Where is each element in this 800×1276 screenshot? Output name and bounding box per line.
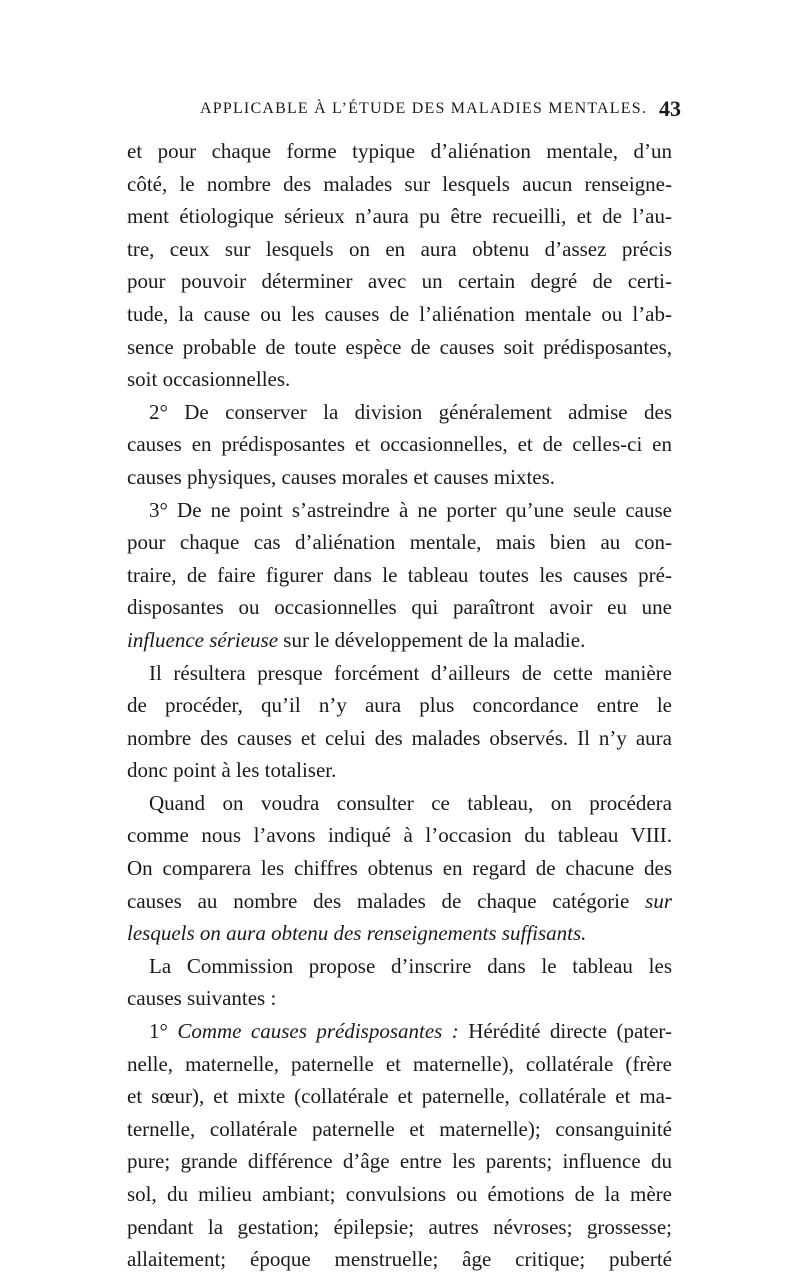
body-text [127, 135, 672, 1276]
page-number: 43 [659, 96, 681, 121]
text-line: causes physiques, causes morales et causes mixtes. [127, 464, 556, 489]
text-line: causes en prédisposantes et occasionnelles, et de celles-ci en [127, 432, 672, 457]
text-line [127, 917, 672, 950]
text-line: 2° De conserver la division généralement admise des [149, 399, 672, 424]
text-line: tude, la cause ou les causes de l’aliénation mentale ou l’ab- [127, 301, 672, 326]
text-line: pendant la gestation; épilepsie; autres névroses; grossesse; [127, 1214, 672, 1239]
text-line: La Commission propose d’inscrire dans le tableau les [149, 953, 672, 978]
text-line: soit occasionnelles. [127, 367, 291, 392]
text-line: sence probable de toute espèce de causes soit prédisposantes, [127, 334, 672, 359]
text-line: pour chaque cas d’aliénation mentale, mais bien au con- [127, 530, 672, 555]
text-line: côté, le nombre des malades sur lesquels aucun renseigne- [127, 171, 672, 196]
text-fragment: Hérédité directe (pater- [458, 1019, 673, 1044]
text-line: sol, du milieu ambiant; convulsions ou émotions de la mère [127, 1182, 672, 1206]
text-line: de procéder, qu’il n’y aura plus concordance entre le [127, 693, 672, 718]
text-line: comme nous l’avons indiqué à l’occasion du tableau VIII. [127, 823, 672, 848]
text-line: pour pouvoir déterminer avec un certain degré de certi- [127, 269, 672, 294]
page-header [125, 96, 681, 126]
text-line: et pour chaque forme typique d’aliénation mentale, d’un [127, 139, 672, 163]
text-line: causes suivantes : [127, 986, 277, 1011]
text-line [127, 624, 672, 657]
italic-phrase: sur [645, 888, 672, 913]
text-line: nombre des causes et celui des malades observés. Il n’y aura [127, 725, 672, 750]
text-line: Il résultera presque forcément d’ailleurs de cette manière [149, 660, 672, 685]
text-fragment: 1° [149, 1019, 178, 1044]
italic-phrase: lesquels on aura obtenu des renseignements suffisants. [127, 921, 587, 946]
text-line: 3° De ne point s’astreindre à ne porter qu’une seule cause [149, 497, 672, 522]
text-line: allaitement; époque menstruelle; âge critique; puberté [127, 1247, 672, 1272]
text-line: pure; grande différence d’âge entre les parents; influence du [127, 1149, 672, 1174]
text-line: nelle, maternelle, paternelle et maternelle), collatérale (frère [127, 1051, 672, 1076]
text-fragment: causes au nombre des malades de chaque catégorie [127, 888, 646, 913]
text-line [127, 1015, 672, 1048]
text-line: donc point à les totaliser. [127, 758, 337, 783]
italic-phrase: Comme causes prédisposantes : [177, 1019, 459, 1044]
text-line: ment étiologique sérieux n’aura pu être recueilli, et de l’au- [127, 204, 672, 229]
text-line: ternelle, collatérale paternelle et maternelle); consanguinité [127, 1116, 672, 1141]
text-line: traire, de faire figurer dans le tableau toutes les causes pré- [127, 562, 672, 587]
italic-phrase: influence sérieuse [127, 627, 279, 652]
running-title: APPLICABLE À L’ÉTUDE DES MALADIES MENTALES. [200, 100, 648, 117]
text-fragment: sur le développement de la maladie. [278, 627, 586, 652]
text-line [127, 885, 672, 918]
text-line: Quand on voudra consulter ce tableau, on procédera [149, 790, 672, 815]
text-line: On comparera les chiffres obtenus en regard de chacune des [127, 856, 672, 881]
text-line: tre, ceux sur lesquels on en aura obtenu d’assez précis [127, 236, 672, 261]
text-line: et sœur), et mixte (collatérale et paternelle, collatérale et ma- [127, 1084, 672, 1109]
text-line: disposantes ou occasionnelles qui paraîtront avoir eu une [127, 595, 672, 620]
